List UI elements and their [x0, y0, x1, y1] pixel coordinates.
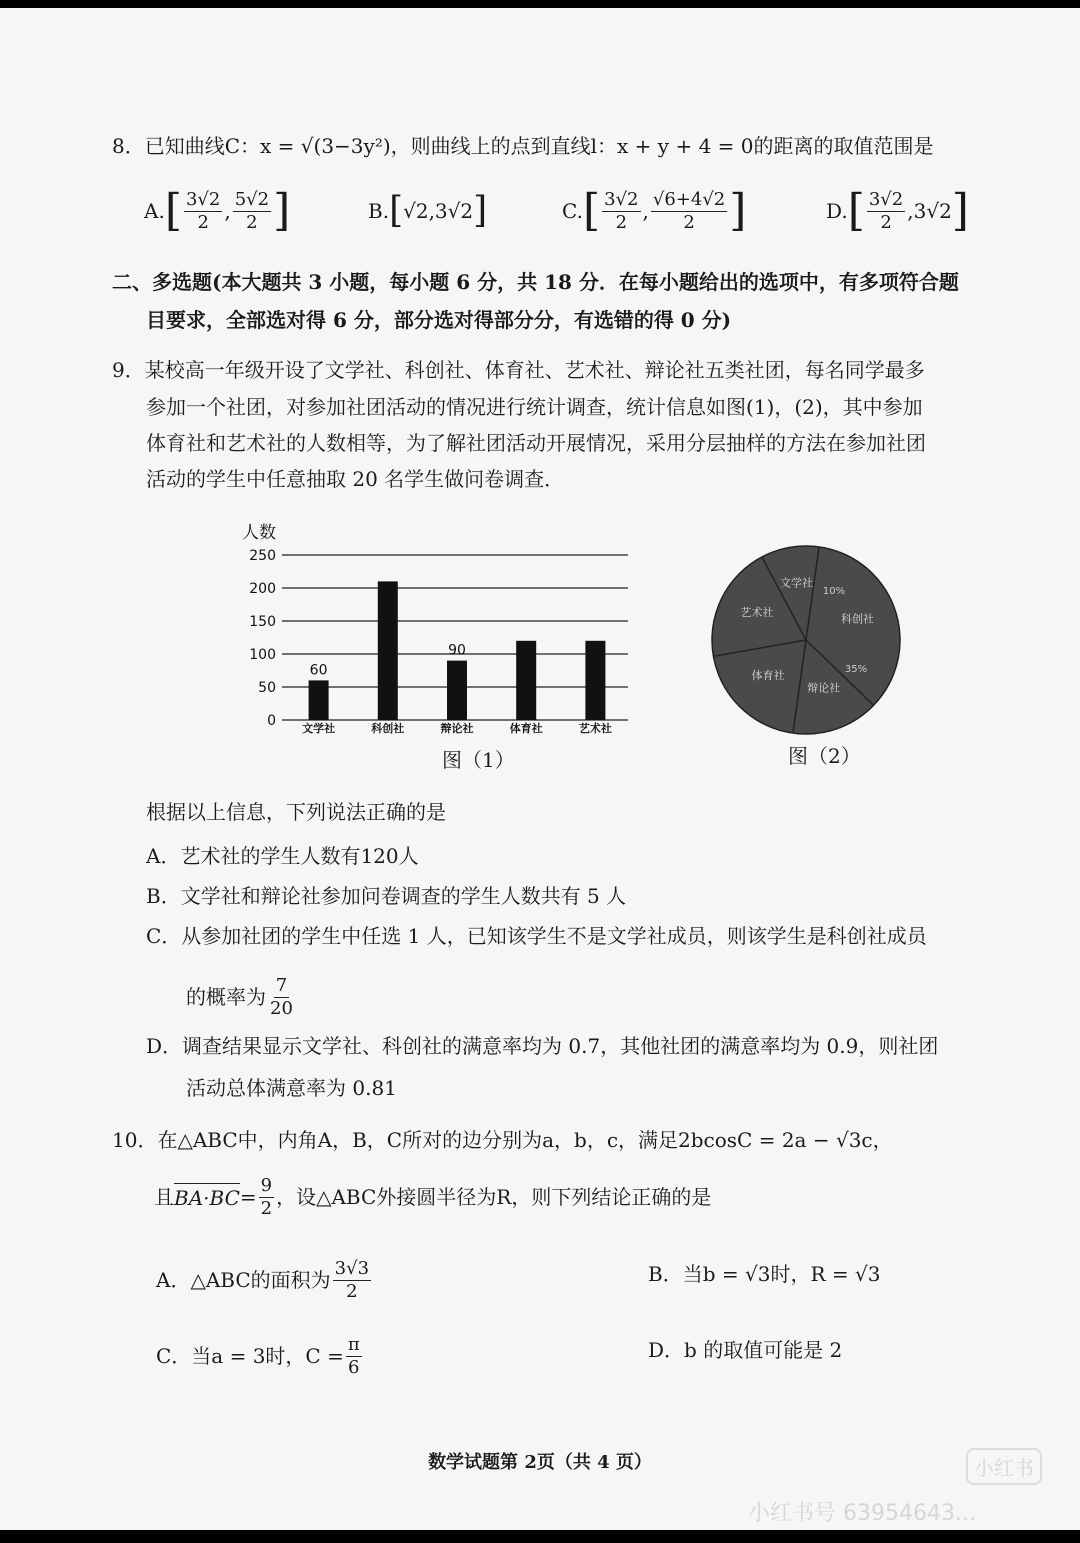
q8-stem: 8．已知曲线C：x = √(3−3y²)，则曲线上的点到直线l：x + y + 4 = 0的距离的取值范围是 [112, 134, 934, 158]
q10-vector: BA·BC [174, 1183, 240, 1212]
x-tick-label: 辩论社 [440, 722, 474, 735]
q8-b-value: √2,3√2 [403, 199, 474, 223]
y-tick-label: 150 [249, 614, 276, 630]
q8-option-b: B. [ √2,3√2 ] [368, 190, 488, 231]
q10-option-a [156, 1252, 373, 1308]
x-tick-label: 科创社 [371, 722, 405, 735]
watermark-id: 小红书号 63954643... [748, 1501, 976, 1526]
bar-文学社 [309, 680, 329, 720]
q8-option-c: C. [ $\frac{3√2}{2}$ , $\frac{√6+4√2}{2}$ ] [562, 185, 747, 236]
q9-option-d-line1: D．调查结果显示文学社、科创社的满意率均为 0.7，其他社团的满意率均为 0.9，则社团 [146, 1034, 939, 1058]
bar-chart [230, 508, 650, 738]
y-tick-label: 50 [258, 680, 276, 696]
q10-eq: = [239, 1185, 257, 1209]
pie-label: 文学社 [780, 576, 814, 590]
q8-a-num2: 5√2 [234, 188, 270, 210]
q10-num: 9 [260, 1174, 273, 1196]
fig1-caption: 图（1） [442, 748, 515, 772]
pie-label: 艺术社 [740, 606, 774, 620]
q9-line1: 9．某校高一年级开设了文学社、科创社、体育社、艺术社、辩论社五类社团，每名同学最多 [112, 358, 925, 382]
q8-option-a: A. [ $\frac{3√2}{2}$ , $\frac{5√2}{2}$ ] [144, 185, 291, 236]
y-tick-label: 100 [249, 647, 276, 663]
q9-option-b: B．文学社和辩论社参加问卷调查的学生人数共有 5 人 [146, 884, 627, 908]
q10-option-c-text: C．当a = 3时，C = [156, 1344, 344, 1368]
pie-label: 体育社 [751, 669, 785, 683]
q8-option-d-label: D. [826, 199, 848, 223]
q8-option-a-label: A. [144, 199, 165, 223]
q10-c-num: π [347, 1333, 360, 1355]
q10-line2 [154, 1168, 711, 1226]
q10-option-a-text: A．△ABC的面积为 [156, 1268, 331, 1292]
section2-line2: 目要求，全部选对得 6 分，部分选对得部分分，有选错的得 0 分) [146, 308, 732, 332]
q9-c-den: 20 [270, 997, 293, 1019]
q9-option-c-line1: C．从参加社团的学生中任选 1 人，已知该学生不是文学社成员，则该学生是科创社成员 [146, 924, 927, 948]
q8-c-den2: 2 [683, 211, 695, 233]
q9-line4: 活动的学生中任意抽取 20 名学生做问卷调查． [146, 467, 565, 491]
q8-a-num1: 3√2 [185, 188, 221, 210]
bar-体育社 [516, 641, 536, 720]
x-tick-label: 文学社 [302, 722, 336, 735]
pie-annotation: 10% [822, 586, 846, 597]
y-tick-label: 0 [267, 713, 276, 729]
q9-option-d-line2: 活动总体满意率为 0.81 [186, 1076, 397, 1100]
q8-option-b-label: B. [368, 199, 390, 223]
pie-chart [706, 544, 906, 744]
q8-c-den1: 2 [615, 211, 628, 233]
bar-艺术社 [585, 641, 605, 720]
q9-ask: 根据以上信息，下列说法正确的是 [146, 800, 446, 824]
y-tick-label: 250 [249, 548, 276, 564]
q10-a-den: 2 [346, 1280, 358, 1302]
q8-c-num1: 3√2 [604, 188, 639, 210]
q8-a-den1: 2 [197, 211, 209, 233]
watermark-logo: 小红书 [966, 1448, 1042, 1485]
q9-option-c-line2 [186, 968, 297, 1026]
q10-line1: 10．在△ABC中，内角A，B，C所对的边分别为a，b，c，满足2bcosC = 2a − √3c， [112, 1128, 893, 1152]
x-tick-label: 体育社 [509, 722, 543, 735]
bar-辩论社 [447, 661, 467, 720]
q10-line2-post: ，设△ABC外接圆半径为R，则下列结论正确的是 [276, 1185, 712, 1209]
q8-a-den2: 2 [246, 211, 258, 233]
pie-label: 科创社 [841, 612, 875, 626]
q10-option-c [156, 1328, 364, 1384]
q8-option-c-label: C. [562, 199, 583, 223]
pie-label: 辩论社 [807, 681, 841, 695]
q10-line2-pre: 且 [154, 1185, 174, 1209]
fig2-caption: 图（2） [788, 744, 861, 768]
exam-page [0, 8, 1080, 1530]
q8-d-den1: 2 [880, 211, 892, 233]
q9-c-num: 7 [275, 974, 288, 996]
q10-option-b: B．当b = √3时，R = √3 [648, 1262, 881, 1286]
q8-option-d: D. [ $\frac{3√2}{2}$ , 3√2 ] [826, 185, 969, 236]
q8-d-value2: 3√2 [913, 199, 952, 223]
y-tick-label: 200 [249, 581, 276, 597]
pie-annotation: 35% [844, 664, 868, 675]
q10-a-num: 3√3 [334, 1257, 370, 1279]
q9-line3: 体育社和艺术社的人数相等，为了解社团活动开展情况，采用分层抽样的方法在参加社团 [146, 431, 926, 455]
q8-c-num2: √6+4√2 [652, 188, 726, 210]
section2-line1: 二、多选题(本大题共 3 小题，每小题 6 分，共 18 分．在每小题给出的选项中，有多项符合题 [112, 270, 959, 294]
bar-科创社 [378, 581, 398, 720]
data-label: 60 [309, 662, 328, 679]
q10-option-d: D．b 的取值可能是 2 [648, 1338, 843, 1362]
q9-line2: 参加一个社团，对参加社团活动的情况进行统计调查，统计信息如图(1)，(2)，其中参加 [146, 395, 923, 419]
data-label: 90 [448, 642, 466, 659]
q9-option-a: A．艺术社的学生人数有120人 [146, 844, 419, 868]
q8-d-num1: 3√2 [868, 188, 904, 210]
x-tick-label: 艺术社 [578, 722, 612, 735]
q10-c-den: 6 [348, 1356, 360, 1378]
y-axis-label: 人数 [242, 523, 276, 543]
page-footer: 数学试题第 2页（共 4 页） [428, 1452, 652, 1473]
q9-option-c-text: 的概率为 [186, 985, 266, 1009]
q10-den: 2 [260, 1197, 273, 1219]
